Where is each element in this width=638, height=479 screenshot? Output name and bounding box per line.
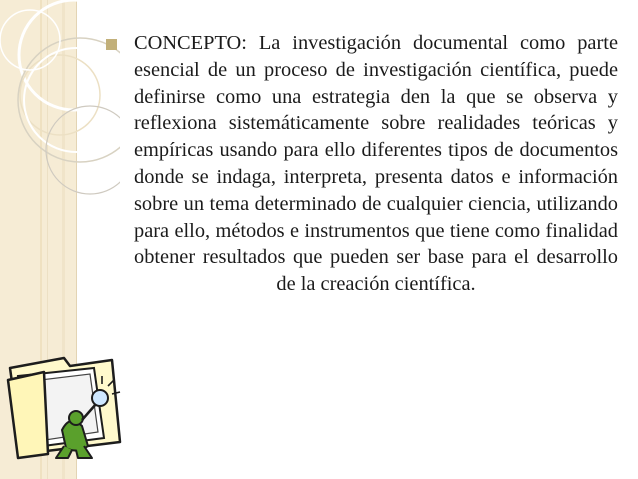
folder-documents-clipart-icon — [4, 346, 134, 466]
concept-paragraph: CONCEPTO: La investigación documental como parte esencial de un proceso de investigación científica, puede definirse como una estrategia den la que se observa y reflexiona sistemáticamente sobre realidades teóricas y empíricas usando para ello diferentes tipos de documentos donde se indaga, interpreta, presenta datos e información sobre un tema determinado de cualquier ciencia, utilizando para ello, métodos e instrumentos que tiene como finalidad obtener resultados que pueden ser base para el desarrollo de la creación científica. — [134, 32, 618, 296]
bullet-item — [106, 30, 618, 298]
bullet-square-icon — [106, 39, 117, 50]
